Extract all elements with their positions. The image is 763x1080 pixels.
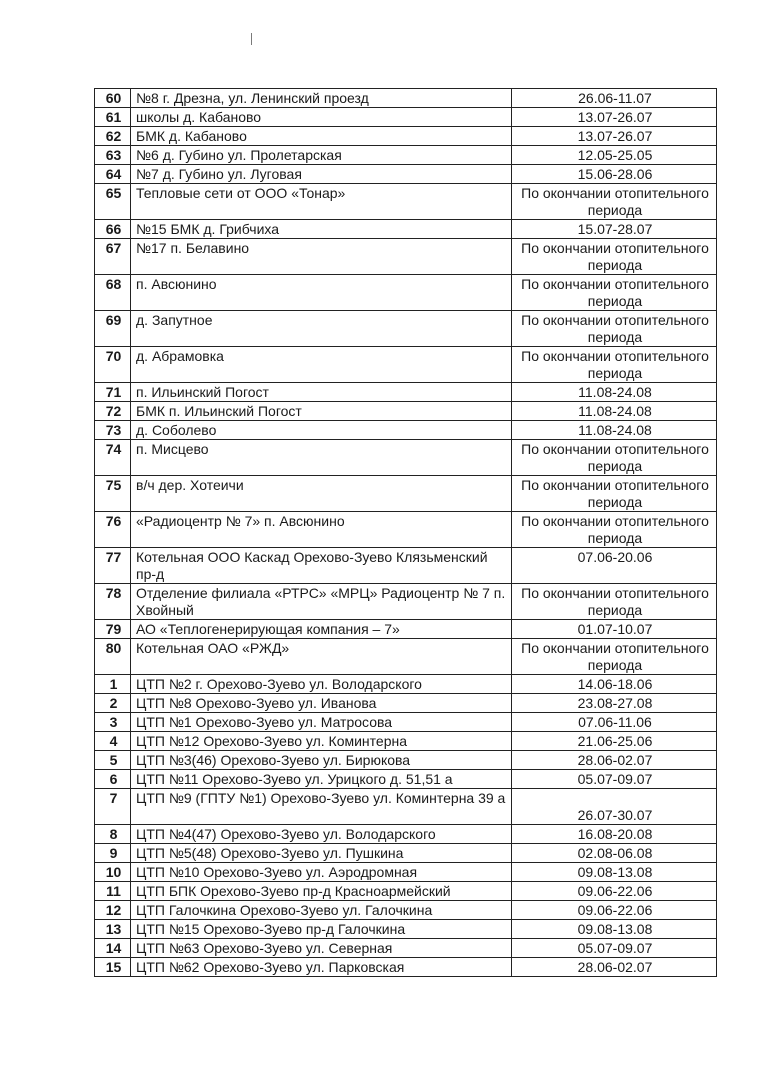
facility-name: №8 г. Дрезна, ул. Ленинский проезд <box>131 89 512 108</box>
table-row <box>95 920 717 939</box>
table-row <box>95 127 717 146</box>
row-number: 4 <box>95 732 131 751</box>
table-row <box>95 694 717 713</box>
row-number: 2 <box>95 694 131 713</box>
row-number: 75 <box>95 476 131 512</box>
shutdown-period: 13.07-26.07 <box>512 108 717 127</box>
facility-name: ЦТП №12 Орехово-Зуево ул. Коминтерна <box>131 732 512 751</box>
table-row <box>95 239 717 275</box>
shutdown-period: 16.08-20.08 <box>512 825 717 844</box>
schedule-table <box>94 88 717 977</box>
table-row <box>95 402 717 421</box>
row-number: 12 <box>95 901 131 920</box>
shutdown-period: 21.06-25.06 <box>512 732 717 751</box>
table-row <box>95 882 717 901</box>
table-row <box>95 440 717 476</box>
shutdown-period: 07.06-11.06 <box>512 713 717 732</box>
row-number: 69 <box>95 311 131 347</box>
row-number: 72 <box>95 402 131 421</box>
row-number: 14 <box>95 939 131 958</box>
facility-name: БМК д. Кабаново <box>131 127 512 146</box>
row-number: 15 <box>95 958 131 977</box>
row-number: 80 <box>95 639 131 675</box>
facility-name: ЦТП №3(46) Орехово-Зуево ул. Бирюкова <box>131 751 512 770</box>
table-row <box>95 165 717 184</box>
facility-name: ЦТП БПК Орехово-Зуево пр-д Красноармейский <box>131 882 512 901</box>
facility-name: №15 БМК д. Грибчиха <box>131 220 512 239</box>
row-number: 7 <box>95 789 131 825</box>
facility-name: д. Запутное <box>131 311 512 347</box>
facility-name: Тепловые сети от ООО «Тонар» <box>131 184 512 220</box>
row-number: 1 <box>95 675 131 694</box>
shutdown-period: 01.07-10.07 <box>512 620 717 639</box>
table-row <box>95 863 717 882</box>
shutdown-period: 23.08-27.08 <box>512 694 717 713</box>
table-row <box>95 275 717 311</box>
table-row <box>95 901 717 920</box>
table-row <box>95 421 717 440</box>
shutdown-period: По окончании отопительного периода <box>512 440 717 476</box>
schedule-body <box>95 89 717 977</box>
facility-name: ЦТП №62 Орехово-Зуево ул. Парковская <box>131 958 512 977</box>
facility-name: Отделение филиала «РТРС» «МРЦ» Радиоцентр № 7 п. Хвойный <box>131 584 512 620</box>
shutdown-period: 13.07-26.07 <box>512 127 717 146</box>
shutdown-period: 14.06-18.06 <box>512 675 717 694</box>
shutdown-period: 11.08-24.08 <box>512 421 717 440</box>
table-row <box>95 713 717 732</box>
table-row <box>95 825 717 844</box>
facility-name: ЦТП №10 Орехово-Зуево ул. Аэродромная <box>131 863 512 882</box>
shutdown-period: 15.07-28.07 <box>512 220 717 239</box>
table-row <box>95 675 717 694</box>
shutdown-period: 26.07-30.07 <box>512 789 717 825</box>
table-row <box>95 584 717 620</box>
shutdown-period: 09.06-22.06 <box>512 901 717 920</box>
shutdown-period: По окончании отопительного периода <box>512 476 717 512</box>
facility-name: ЦТП №9 (ГПТУ №1) Орехово-Зуево ул. Коминтерна 39 а <box>131 789 512 825</box>
facility-name: п. Мисцево <box>131 440 512 476</box>
table-row <box>95 732 717 751</box>
row-number: 70 <box>95 347 131 383</box>
shutdown-period: 05.07-09.07 <box>512 770 717 789</box>
facility-name: ЦТП №63 Орехово-Зуево ул. Северная <box>131 939 512 958</box>
shutdown-period: По окончании отопительного периода <box>512 347 717 383</box>
facility-name: «Радиоцентр № 7» п. Авсюнино <box>131 512 512 548</box>
table-row <box>95 476 717 512</box>
facility-name: №17 п. Белавино <box>131 239 512 275</box>
facility-name: ЦТП №4(47) Орехово-Зуево ул. Володарского <box>131 825 512 844</box>
table-row <box>95 311 717 347</box>
table-row <box>95 958 717 977</box>
facility-name: д. Абрамовка <box>131 347 512 383</box>
scan-mark <box>251 33 252 45</box>
shutdown-period: По окончании отопительного периода <box>512 311 717 347</box>
row-number: 63 <box>95 146 131 165</box>
facility-name: ЦТП №15 Орехово-Зуево пр-д Галочкина <box>131 920 512 939</box>
shutdown-period: 07.06-20.06 <box>512 548 717 584</box>
facility-name: ЦТП №2 г. Орехово-Зуево ул. Володарского <box>131 675 512 694</box>
facility-name: ЦТП №8 Орехово-Зуево ул. Иванова <box>131 694 512 713</box>
row-number: 6 <box>95 770 131 789</box>
shutdown-period: По окончании отопительного периода <box>512 512 717 548</box>
facility-name: АО «Теплогенерирующая компания – 7» <box>131 620 512 639</box>
facility-name: Котельная ОАО «РЖД» <box>131 639 512 675</box>
facility-name: ЦТП №11 Орехово-Зуево ул. Урицкого д. 51,51 а <box>131 770 512 789</box>
shutdown-period: 11.08-24.08 <box>512 402 717 421</box>
facility-name: школы д. Кабаново <box>131 108 512 127</box>
shutdown-period: 02.08-06.08 <box>512 844 717 863</box>
row-number: 78 <box>95 584 131 620</box>
row-number: 66 <box>95 220 131 239</box>
facility-name: №7 д. Губино ул. Луговая <box>131 165 512 184</box>
facility-name: ЦТП Галочкина Орехово-Зуево ул. Галочкина <box>131 901 512 920</box>
shutdown-period: 09.08-13.08 <box>512 863 717 882</box>
shutdown-period: По окончании отопительного периода <box>512 639 717 675</box>
facility-name: БМК п. Ильинский Погост <box>131 402 512 421</box>
row-number: 71 <box>95 383 131 402</box>
table-row <box>95 770 717 789</box>
row-number: 9 <box>95 844 131 863</box>
row-number: 77 <box>95 548 131 584</box>
row-number: 5 <box>95 751 131 770</box>
table-row <box>95 789 717 825</box>
shutdown-period: По окончании отопительного периода <box>512 184 717 220</box>
table-row <box>95 220 717 239</box>
row-number: 13 <box>95 920 131 939</box>
row-number: 68 <box>95 275 131 311</box>
row-number: 60 <box>95 89 131 108</box>
table-row <box>95 751 717 770</box>
table-row <box>95 844 717 863</box>
facility-name: №6 д. Губино ул. Пролетарская <box>131 146 512 165</box>
table-row <box>95 108 717 127</box>
shutdown-period: По окончании отопительного периода <box>512 584 717 620</box>
shutdown-period: 11.08-24.08 <box>512 383 717 402</box>
table-row <box>95 548 717 584</box>
row-number: 65 <box>95 184 131 220</box>
row-number: 74 <box>95 440 131 476</box>
shutdown-period: 28.06-02.07 <box>512 751 717 770</box>
table-row <box>95 184 717 220</box>
table-row <box>95 89 717 108</box>
facility-name: п. Авсюнино <box>131 275 512 311</box>
table-row <box>95 347 717 383</box>
shutdown-period: 28.06-02.07 <box>512 958 717 977</box>
shutdown-period: 09.06-22.06 <box>512 882 717 901</box>
shutdown-period: По окончании отопительного периода <box>512 239 717 275</box>
row-number: 61 <box>95 108 131 127</box>
shutdown-period: 26.06-11.07 <box>512 89 717 108</box>
row-number: 64 <box>95 165 131 184</box>
row-number: 62 <box>95 127 131 146</box>
row-number: 73 <box>95 421 131 440</box>
table-row <box>95 639 717 675</box>
table-row <box>95 620 717 639</box>
shutdown-period: 12.05-25.05 <box>512 146 717 165</box>
facility-name: п. Ильинский Погост <box>131 383 512 402</box>
table-row <box>95 939 717 958</box>
shutdown-period: 15.06-28.06 <box>512 165 717 184</box>
row-number: 76 <box>95 512 131 548</box>
table-row <box>95 146 717 165</box>
facility-name: в/ч дер. Хотеичи <box>131 476 512 512</box>
facility-name: д. Соболево <box>131 421 512 440</box>
table-row <box>95 383 717 402</box>
row-number: 10 <box>95 863 131 882</box>
shutdown-period: 09.08-13.08 <box>512 920 717 939</box>
facility-name: Котельная ООО Каскад Орехово-Зуево Клязьменский пр-д <box>131 548 512 584</box>
row-number: 11 <box>95 882 131 901</box>
shutdown-period: По окончании отопительного периода <box>512 275 717 311</box>
facility-name: ЦТП №1 Орехово-Зуево ул. Матросова <box>131 713 512 732</box>
facility-name: ЦТП №5(48) Орехово-Зуево ул. Пушкина <box>131 844 512 863</box>
row-number: 8 <box>95 825 131 844</box>
table-row <box>95 512 717 548</box>
row-number: 3 <box>95 713 131 732</box>
row-number: 79 <box>95 620 131 639</box>
shutdown-period: 05.07-09.07 <box>512 939 717 958</box>
row-number: 67 <box>95 239 131 275</box>
